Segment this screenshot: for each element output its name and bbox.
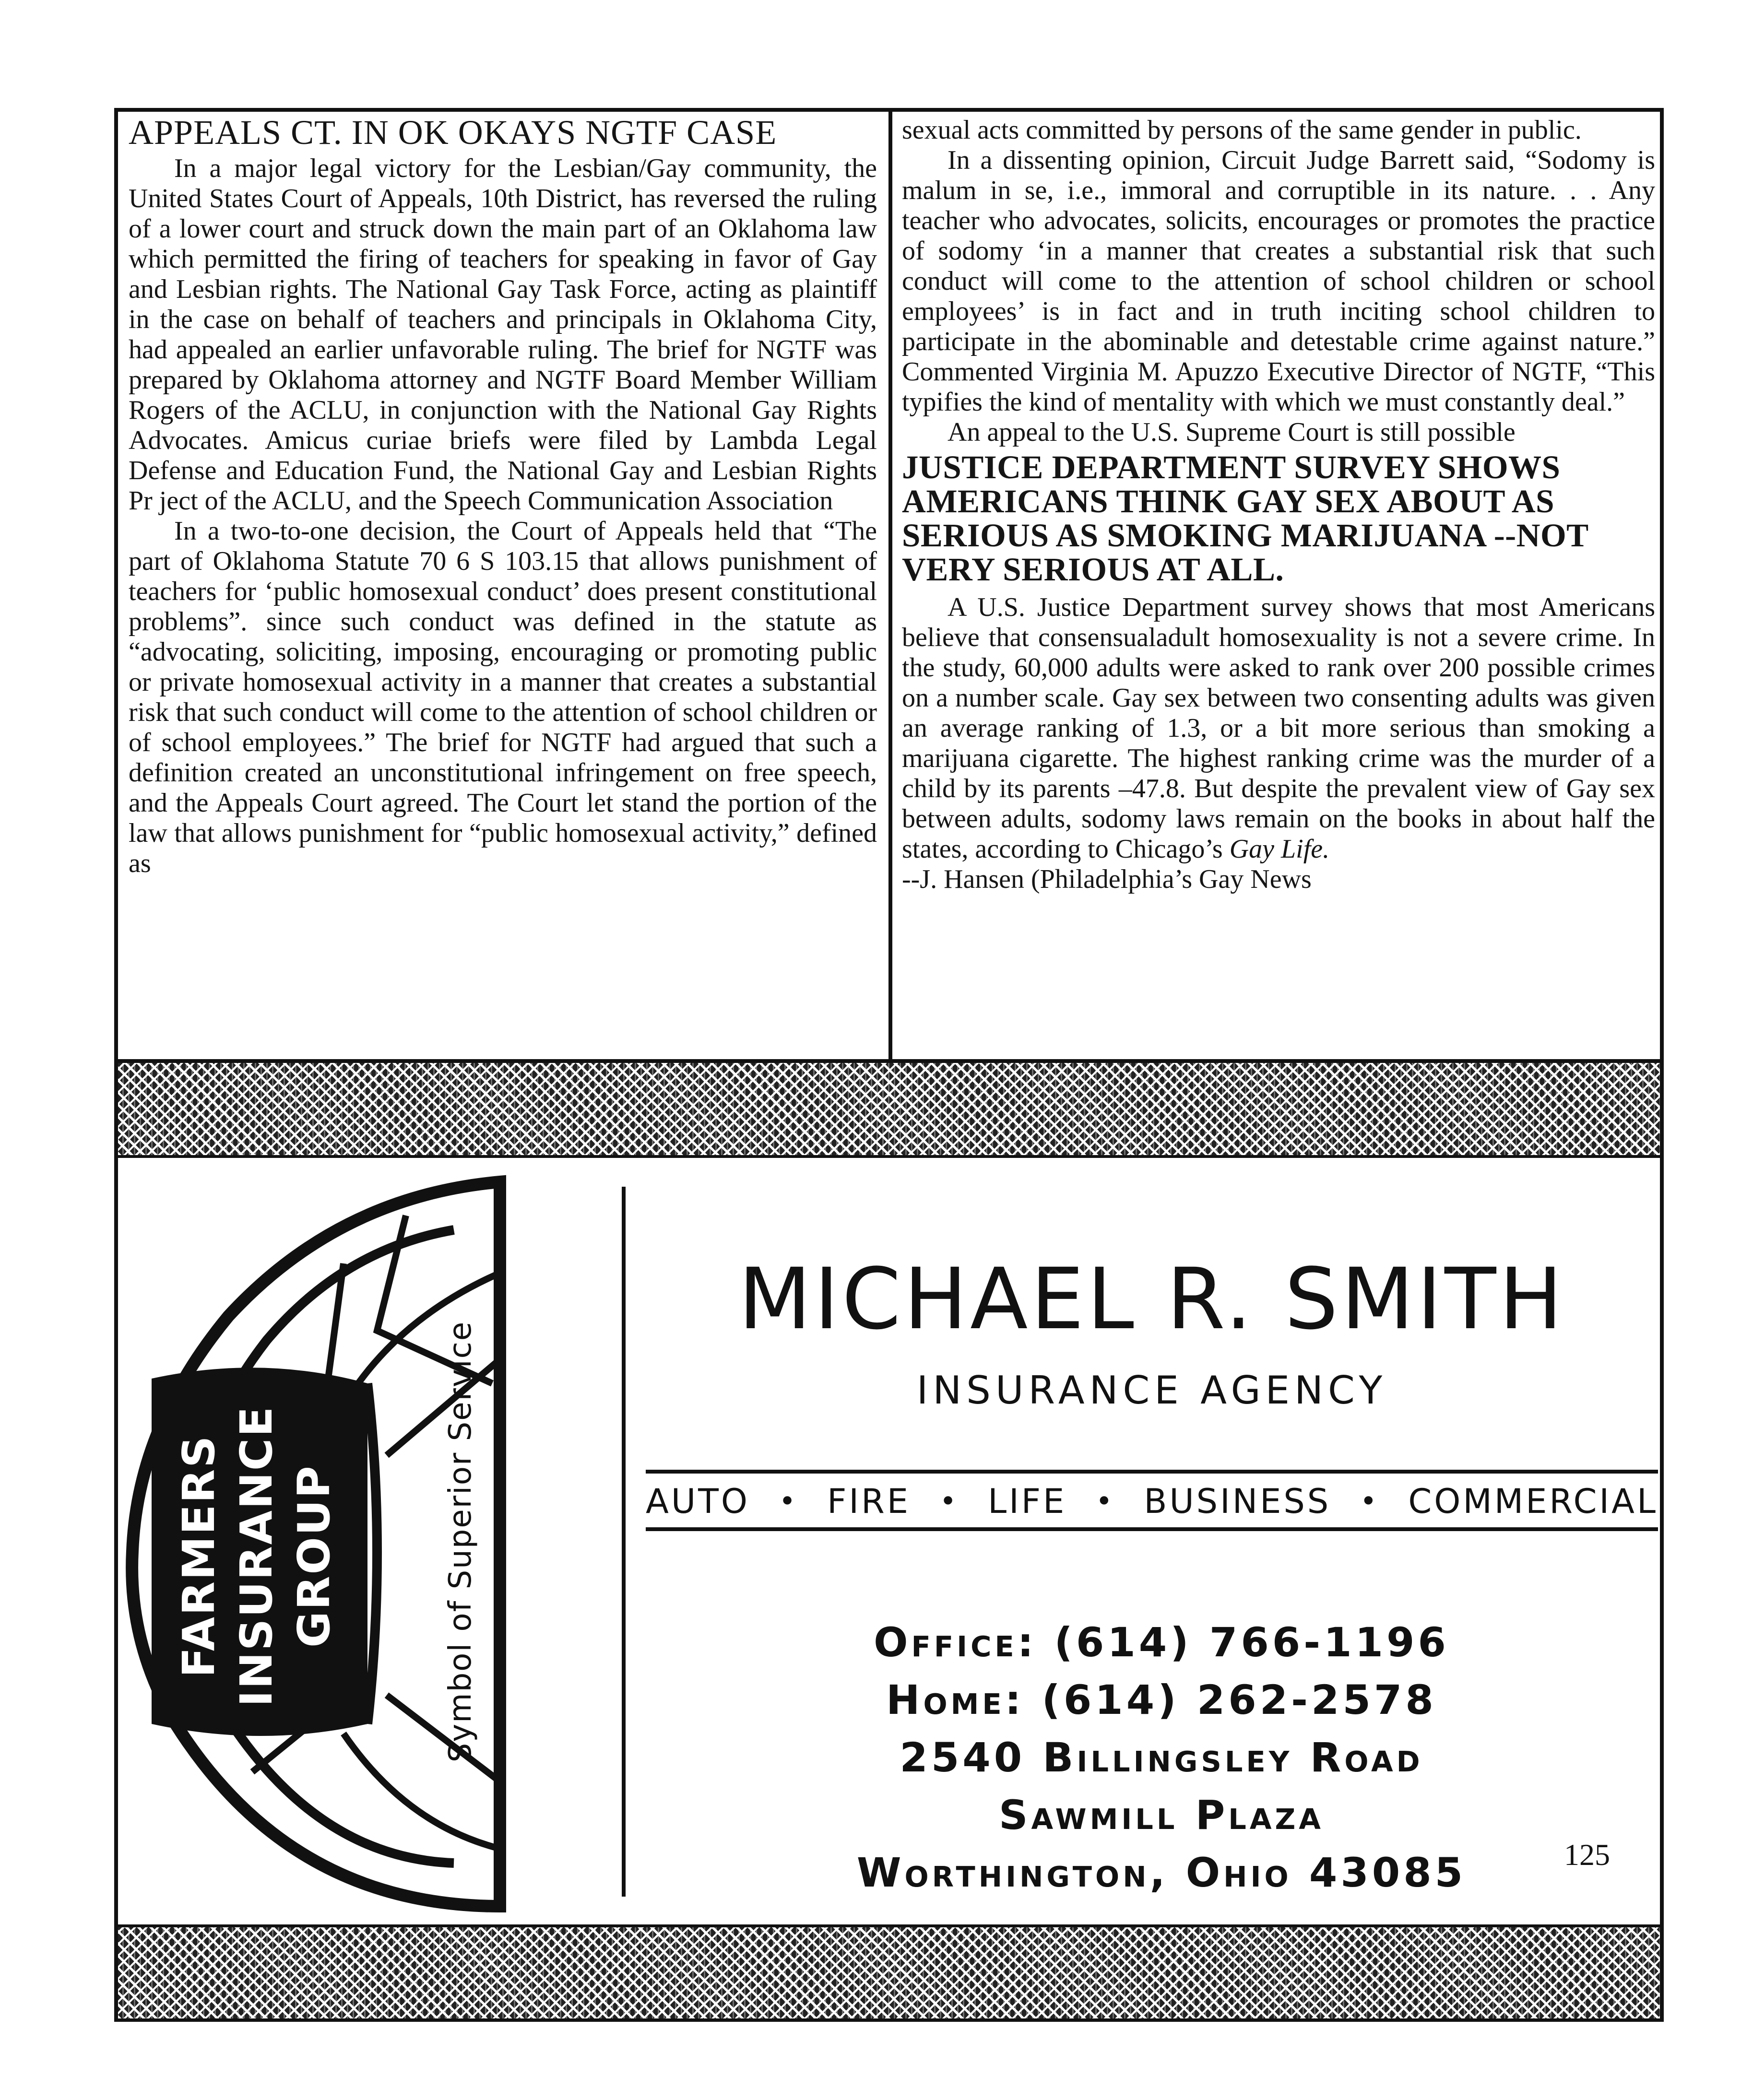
service-fire: FIRE: [827, 1482, 911, 1521]
decorative-texture-band-bottom: [118, 1927, 1660, 2018]
article-right-column: [902, 115, 1655, 895]
article-survey-body: [902, 592, 1655, 864]
service-business: BUSINESS: [1144, 1482, 1331, 1521]
emblem-divider-line: [622, 1187, 626, 1897]
address-plaza: Sawmill Plaza: [999, 1792, 1324, 1839]
address-city: Worthington, Ohio 43085: [856, 1849, 1467, 1896]
service-auto: AUTO: [646, 1482, 750, 1521]
page-number: 125: [1564, 1838, 1610, 1872]
article-paragraph-5: An appeal to the U.S. Supreme Court is still possible: [948, 417, 1516, 447]
services-rule-bottom: [646, 1527, 1658, 1531]
services-list: [646, 1478, 1658, 1524]
article-headline-appeals: APPEALS CT. IN OK OKAYS NGTF CASE: [129, 113, 777, 152]
services-rule-top: [646, 1470, 1658, 1474]
farmers-insurance-emblem: [118, 1158, 516, 1924]
service-separator: •: [1095, 1485, 1115, 1518]
agency-name: MICHAEL R. SMITH: [738, 1250, 1565, 1348]
article-paragraph-3: sexual acts committed by persons of the same gender in public.: [902, 115, 1582, 145]
service-separator: •: [939, 1485, 959, 1518]
agency-subtitle: INSURANCE AGENCY: [916, 1368, 1387, 1413]
service-life: LIFE: [988, 1482, 1067, 1521]
decorative-texture-band-top: [118, 1063, 1660, 1155]
article-headline-survey: JUSTICE DEPARTMENT SURVEY SHOWS AMERICANS THINK GAY SEX ABOUT AS SERIOUS AS SMOKING MARIJUANA --NOT VERY SERIOUS AT ALL.: [902, 449, 1588, 588]
article-paragraph-4: In a dissenting opinion, Circuit Judge Barrett said, “Sodomy is malum in se, i.e., immoral and corruptible in its nature. . . Any teacher who advocates, solicits, encourages or promotes the practice of sodomy ‘in a manner that creates a substantial risk that such conduct will come to the attention of school children or school employees’ is in fact and in truth inciting school children to participate in the abominable and detestable crime against nature.” Commented Virginia M. Apuzzo Executive Director of NGTF, “This typifies the kind of mentality with which we must constantly deal.”: [902, 145, 1655, 417]
survey-body-text: A U.S. Justice Department survey shows that most Americans believe that consensualadult homosexuality is not a severe crime. In the study, 60,000 adults were asked to rank over 200 possible crimes on a number scale. Gay sex between two consenting adults was given an average ranking of 1.3, or a bit more serious than smoking a marijuana cigarette. The highest ranking crime was the murder of a child by its parents –47.8. But despite the prevalent view of Gay sex between adults, sodomy laws remain on the books in about half the states, according to Chicago’s: [902, 592, 1655, 864]
home-phone: Home: (614) 262-2578: [886, 1676, 1437, 1723]
address-street: 2540 Billingsley Road: [900, 1734, 1423, 1781]
column-divider: [888, 108, 892, 1062]
article-paragraph-2: In a two-to-one decision, the Court of Appeals held that “The part of Oklahoma Statute 70 6 S 103.15 that allows punishment of teachers for ‘public homosexual conduct’ does present constitutional problems”. since such conduct was defined in the statute as “advocating, soliciting, imposing, encouraging or promoting public or private homosexual activity in a manner that creates a substantial risk that such conduct will come to the attention of school children or of school employees.” The brief for NGTF had argued that such a definition created an unconstitutional infringement on free speech, and the Appeals Court agreed. The Court let stand the portion of the law that allows punishment for “public homosexual activity,” defined as: [129, 516, 877, 878]
emblem-word-insurance: INSURANCE: [231, 1405, 282, 1707]
emblem-motto: Symbol of Superior Service: [443, 1321, 478, 1763]
article-byline: --J. Hansen (Philadelphia’s Gay News: [902, 864, 1312, 894]
emblem-word-group: GROUP: [288, 1464, 340, 1648]
source-publication: Gay Life.: [1229, 834, 1330, 864]
emblem-word-farmers: FARMERS: [173, 1434, 225, 1678]
article-paragraph-1: In a major legal victory for the Lesbian/Gay community, the United States Court of Appeals, 10th District, has reversed the ruling of a lower court and struck down the main part of an Oklahoma law which permitted the firing of teachers for speaking in favor of Gay and Lesbian rights. The National Gay Task Force, acting as plaintiff in the case on behalf of teachers and principals in Oklahoma City, had appealed an earlier unfavorable ruling. The brief for NGTF was prepared by Oklahoma attorney and NGTF Board Member William Rogers of the ACLU, in conjunction with the National Gay Rights Advocates. Amicus curiae briefs were filed by Lambda Legal Defense and Education Fund, the National Gay and Lesbian Rights Pr ject of the ACLU, and the Speech Communication Association: [129, 153, 877, 516]
service-commercial: COMMERCIAL: [1408, 1482, 1658, 1521]
service-separator: •: [1360, 1485, 1379, 1518]
ad-top-rule: [114, 1059, 1664, 1063]
insurance-advertisement: [118, 1158, 1660, 1924]
office-phone: Office: (614) 766-1196: [874, 1619, 1449, 1666]
article-left-column: [129, 115, 877, 879]
service-separator: •: [779, 1485, 798, 1518]
